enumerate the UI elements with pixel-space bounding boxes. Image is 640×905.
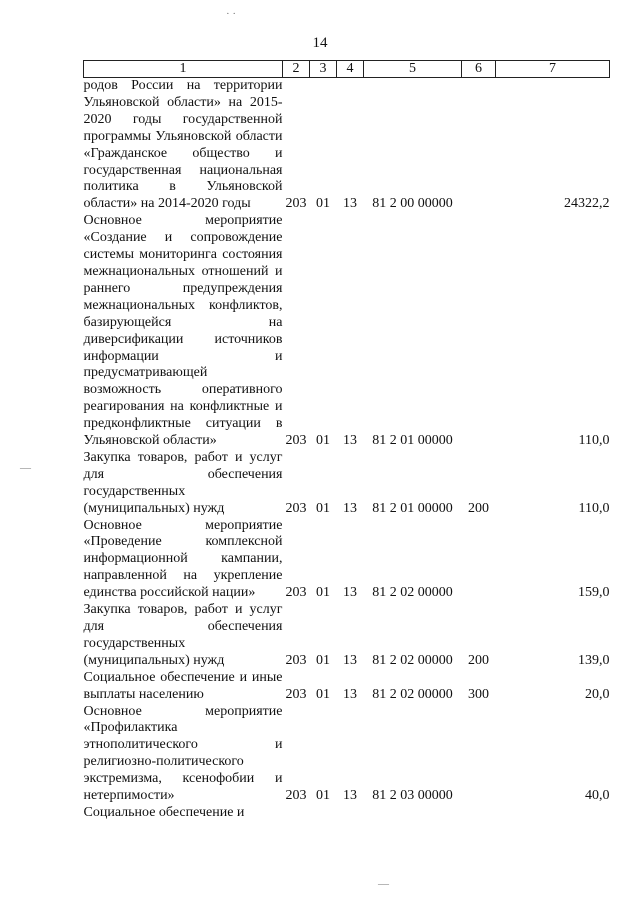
row-target-article: 81 2 01 00000 — [372, 433, 453, 449]
row-expense-type — [462, 805, 496, 821]
header-row — [84, 61, 610, 78]
row-expense-type — [462, 78, 496, 214]
row-subsection-code: 13 — [343, 686, 357, 702]
row-amount: 20,0 — [585, 686, 610, 702]
budget-table — [83, 60, 610, 821]
row-amount: 110,0 — [578, 433, 610, 449]
header-col-2: 2 — [283, 61, 310, 78]
row-name: Основное мероприятие «Проведение комплексной информационной кампании, направленной на укрепление единства российской нации» — [83, 517, 283, 601]
row-subsection-code: 13 — [343, 433, 357, 449]
scan-speck: — — [20, 462, 31, 474]
row-target-article — [364, 805, 462, 821]
row-section-code: 01 — [316, 686, 330, 702]
row-target-article: 81 2 01 00000 — [372, 500, 453, 516]
header-col-6: 6 — [462, 61, 496, 78]
table-row — [84, 704, 610, 805]
scan-speck: · · — [226, 8, 237, 20]
header-col-1: 1 — [84, 61, 283, 78]
row-expense-type: 300 — [468, 686, 489, 702]
header-col-7: 7 — [496, 61, 610, 78]
row-ministry-code: 203 — [285, 585, 307, 601]
header-col-3: 3 — [310, 61, 337, 78]
row-name: Закупка товаров, работ и услуг для обеспечения государственных (муниципальных) нужд — [83, 602, 283, 668]
table-row — [84, 670, 610, 704]
row-expense-type: 200 — [468, 652, 489, 668]
row-ministry-code: 203 — [285, 433, 307, 449]
row-target-article: 81 2 00 00000 — [372, 196, 453, 212]
row-amount: 159,0 — [578, 585, 610, 601]
row-name — [84, 805, 283, 821]
header-col-4: 4 — [337, 61, 364, 78]
row-subsection-code: 13 — [343, 652, 357, 668]
table-row — [84, 602, 610, 670]
table-row — [84, 78, 610, 214]
row-amount: 40,0 — [585, 788, 610, 804]
table-row — [84, 518, 610, 603]
row-subsection-code — [337, 805, 364, 821]
table-row — [84, 213, 610, 450]
row-subsection-code: 13 — [343, 585, 357, 601]
row-section-code — [310, 805, 337, 821]
row-section-code: 01 — [316, 500, 330, 516]
row-section-code: 01 — [316, 196, 330, 212]
row-name: Основное мероприятие «Профилактика этнополитического и религиозно-политического экстремизма, ксенофобии и нетерпимости» — [83, 703, 283, 804]
row-target-article: 81 2 02 00000 — [372, 686, 453, 702]
row-expense-type — [462, 213, 496, 450]
row-amount: 24322,2 — [564, 196, 610, 212]
row-ministry-code: 203 — [285, 652, 307, 668]
row-ministry-code: 203 — [285, 196, 307, 212]
row-target-article: 81 2 02 00000 — [372, 585, 453, 601]
row-section-code: 01 — [316, 788, 330, 804]
row-name-text: Социальное обеспечение и — [83, 804, 245, 820]
row-expense-type: 200 — [468, 500, 489, 516]
row-ministry-code: 203 — [285, 788, 307, 804]
row-target-article: 81 2 03 00000 — [372, 788, 453, 804]
scan-speck: — — [378, 878, 389, 890]
row-ministry-code: 203 — [285, 500, 307, 516]
table-row — [84, 450, 610, 518]
row-ministry-code — [283, 805, 310, 821]
row-section-code: 01 — [316, 585, 330, 601]
row-section-code: 01 — [316, 652, 330, 668]
row-name: Основное мероприятие «Создание и сопровождение системы мониторинга состояния межнациональных отношений и раннего предупреждения межнациональных конфликтов, базирующейся на диверсификации источников информации и предусматривающей возможность оперативного реагирования на конфликтные и предконфликтные ситуации в Ульяновской области» — [83, 213, 283, 449]
row-name: Социальное обеспечение и иные выплаты населению — [83, 669, 283, 702]
row-name: Закупка товаров, работ и услуг для обеспечения государственных (муниципальных) нужд — [83, 449, 283, 516]
row-name: родов России на территории Ульяновской области» на 2015-2020 годы государственной программы Ульяновской области «Гражданское общество и государственная национальная политика в Ульяновской области» на 2014-2020 годы — [83, 78, 283, 212]
header-col-5: 5 — [364, 61, 462, 78]
page-number: 14 — [312, 35, 328, 51]
row-target-article: 81 2 02 00000 — [372, 652, 453, 668]
row-amount — [496, 805, 610, 821]
row-subsection-code: 13 — [343, 196, 357, 212]
table-row — [84, 805, 610, 821]
row-subsection-code: 13 — [343, 500, 357, 516]
row-amount: 139,0 — [578, 652, 610, 668]
row-expense-type — [462, 518, 496, 603]
row-amount: 110,0 — [578, 500, 610, 516]
row-ministry-code: 203 — [285, 686, 307, 702]
row-subsection-code: 13 — [343, 788, 357, 804]
row-section-code: 01 — [316, 433, 330, 449]
row-expense-type — [462, 704, 496, 805]
